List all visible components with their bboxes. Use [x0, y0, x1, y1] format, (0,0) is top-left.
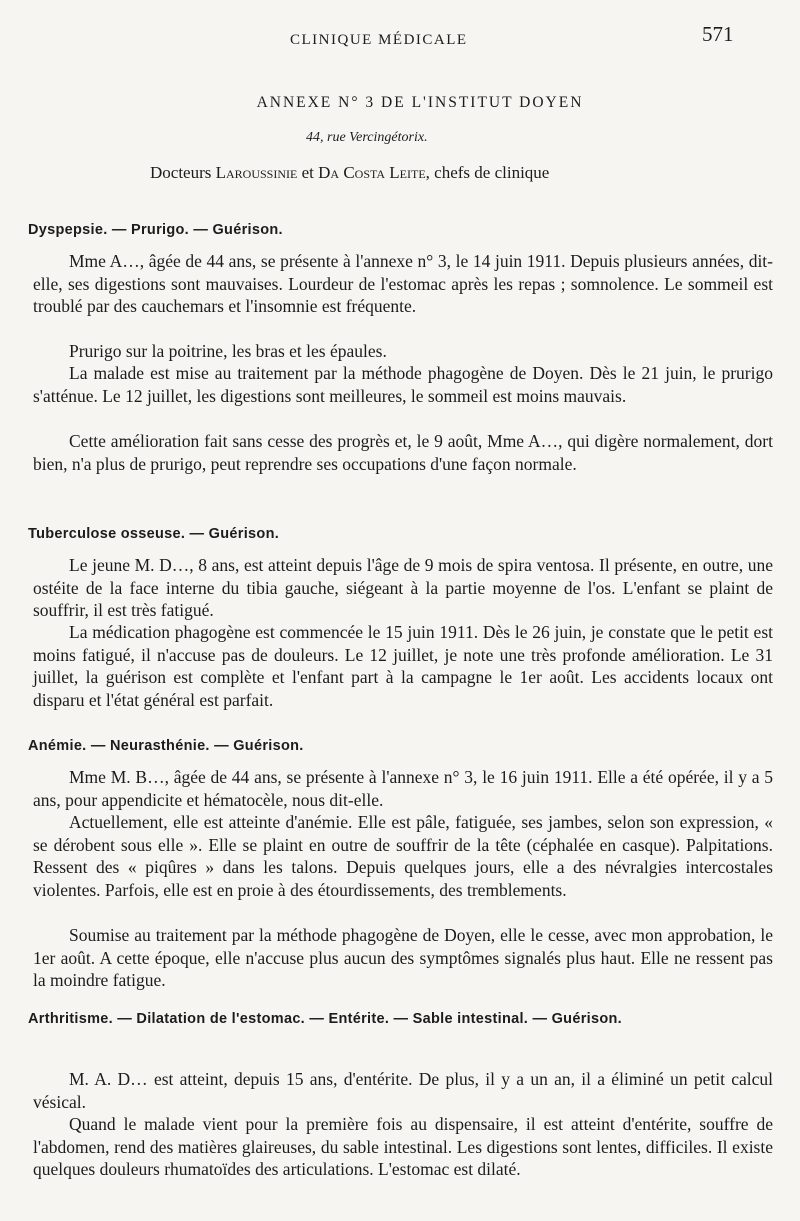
doctors-suffix: , chefs de clinique [425, 163, 550, 182]
section-title: Arthritisme. — Dilatation de l'estomac. — Entérite. — Sable intestinal. — Guérison. [28, 1011, 622, 1027]
paragraph: Actuellement, elle est atteinte d'anémie. Elle est pâle, fatiguée, ses jambes, selon son expression, « se dérobent sous elle ». Elle se plaint en outre de souffrir de la tête (céphalée en casque). Palpitations. Ressent des « piqûres » dans les talons. Depuis quelques jours, elle a des névralgies intercostales violentes. Parfois, elle est en proie à des étourdissements, des tremblements. [33, 812, 773, 900]
doctors-and: et [297, 163, 319, 182]
address: 44, rue Vercingétorix. [306, 130, 428, 145]
paragraph: La médication phagogène est commencée le 15 juin 1911. Dès le 26 juin, je constate que le petit est moins fatigué, il n'accuse pas de douleurs. Le 12 juillet, je note une très profonde amélioration. Le 31 juillet, la guérison est complète et l'enfant part à la campagne le 1er août. Les accidents locaux ont disparu et l'état général est parfait. [33, 622, 773, 710]
section-title: Dyspepsie. — Prurigo. — Guérison. [28, 222, 283, 238]
paragraph: Mme M. B…, âgée de 44 ans, se présente à l'annexe n° 3, le 16 juin 1911. Elle a été opérée, il y a 5 ans, pour appendicite et hématocèle, nous dit-elle. [33, 767, 773, 810]
page-number: 571 [702, 22, 734, 46]
paragraph: Soumise au traitement par la méthode phagogène de Doyen, elle le cesse, avec mon approbation, le 1er août. A cette époque, elle n'accuse plus aucun des symptômes signalés plus haut. Elle ne ressent pas la moindre fatigue. [33, 925, 773, 990]
paragraph: Cette amélioration fait sans cesse des progrès et, le 9 août, Mme A…, qui digère normalement, dort bien, n'a plus de prurigo, peut reprendre ses occupations d'une façon normale. [33, 431, 773, 474]
section-title: Tuberculose osseuse. — Guérison. [28, 526, 280, 542]
doctors-prefix: Docteurs [150, 163, 216, 182]
doctor-name: Da Costa Leite [318, 163, 426, 182]
doctors-line [150, 163, 549, 183]
paragraph: Quand le malade vient pour la première fois au dispensaire, il est atteint d'entérite, souffre de l'abdomen, rend des matières glaireuses, du sable intestinal. Les digestions sont lentes, difficiles. Il existe quelques douleurs rhumatoïdes des articulations. L'estomac est dilaté. [33, 1114, 773, 1179]
paragraph: La malade est mise au traitement par la méthode phagogène de Doyen. Dès le 21 juin, le prurigo s'atténue. Le 12 juillet, les digestions sont meilleures, le sommeil est moins mauvais. [33, 363, 773, 406]
running-head: CLINIQUE MÉDICALE [290, 32, 468, 48]
doctor-name: Laroussinie [215, 163, 298, 182]
paragraph: Mme A…, âgée de 44 ans, se présente à l'annexe n° 3, le 14 juin 1911. Depuis plusieurs années, dit-elle, ses digestions sont mauvaises. Lourdeur de l'estomac après les repas ; somnolence. Le sommeil est troublé par des cauchemars et l'insomnie est fréquente. [33, 251, 773, 316]
section-title: Anémie. — Neurasthénie. — Guérison. [28, 738, 304, 754]
annexe-title: ANNEXE N° 3 DE L'INSTITUT DOYEN [256, 94, 584, 111]
paragraph: Prurigo sur la poitrine, les bras et les épaules. [69, 341, 387, 361]
paragraph: M. A. D… est atteint, depuis 15 ans, d'entérite. De plus, il y a un an, il a éliminé un petit calcul vésical. [33, 1069, 773, 1112]
paragraph: Le jeune M. D…, 8 ans, est atteint depuis l'âge de 9 mois de spira ventosa. Il présente, en outre, une ostéite de la face interne du tibia gauche, siégeant à la partie moyenne de l'os. L'enfant se plaint de souffrir, il est très fatigué. [33, 555, 773, 620]
